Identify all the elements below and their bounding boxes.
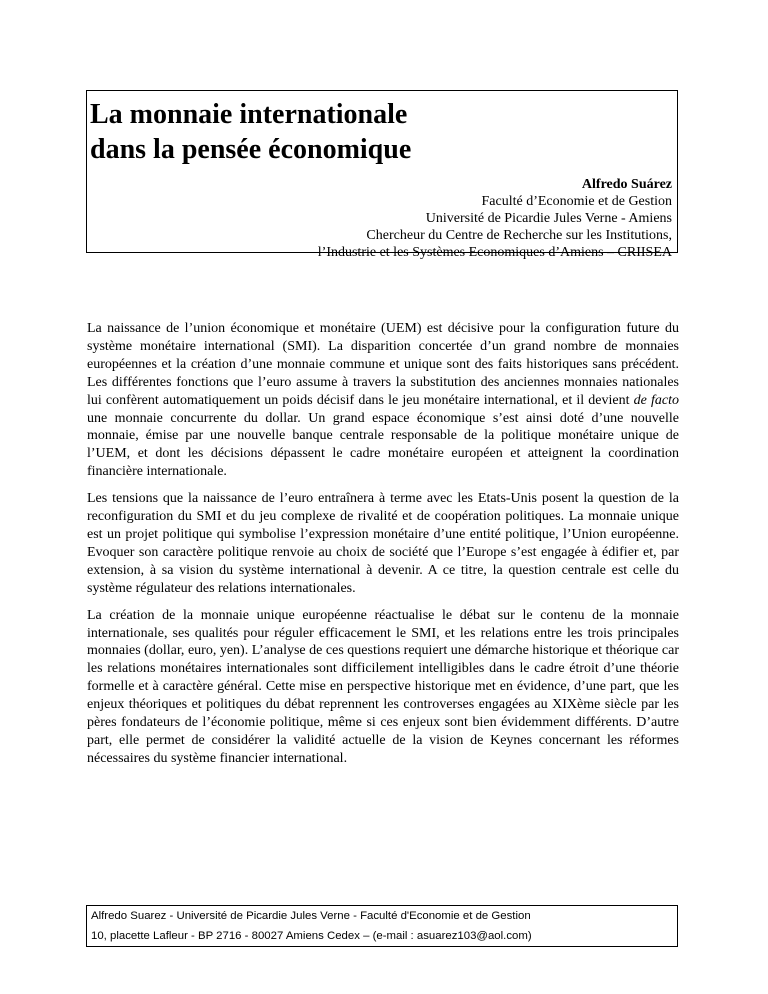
- paragraph-1-text-a: La naissance de l’union économique et monétaire (UEM) est décisive pour la configuration future du système monétaire international (SMI). La disparition concertée d’un grand nombre de monnaies européennes et la création d’une monnaie commune et unique sont des faits historiques sans précédent. Les différentes fonctions que l’euro assume à travers la substitution des anciennes monnaies nationales lui confèrent automatiquement un poids décisif dans le jeu monétaire international, et il devient: [87, 321, 679, 408]
- affiliation-line: l’Industrie et les Systèmes Economiques d’Amiens – CRIISEA: [317, 245, 672, 260]
- paragraph-2: Les tensions que la naissance de l’euro entraînera à terme avec les Etats-Unis posent la question de la reconfiguration du SMI et du jeu complexe de rivalité et de coopération politiques. La monnaie unique est un projet politique qui symbolise l’expression monétaire d’une entité politique, l’Union européenne. Evoquer son caractère politique renvoie au choix de société que l’Europe s’est engagée à édifier et, par extension, à sa vision du système international à devenir. A ce titre, la question centrale est celle du système régulateur des relations internationales.: [87, 491, 679, 596]
- title-box: [86, 90, 678, 260]
- paper-title: [90, 97, 411, 167]
- emphasis-de-facto: de facto: [633, 392, 679, 408]
- title-line-1: La monnaie internationale: [90, 99, 408, 130]
- paragraph-1: [87, 320, 679, 481]
- affiliation-line: Faculté d’Economie et de Gestion: [481, 194, 672, 209]
- author-block: [318, 176, 672, 261]
- title-line-2: dans la pensée économique: [90, 134, 412, 165]
- author-name: Alfredo Suárez: [581, 177, 672, 192]
- paragraph-1-text-b: une monnaie concurrente du dollar. Un grand espace économique s’est ainsi doté d’une nouvelle monnaie, émise par une nouvelle banque centrale responsable de la politique monétaire unique de l’UEM, et dont les décisions dépassent le cadre monétaire européen et atteignent la coordination financière internationale.: [87, 410, 679, 480]
- footer-line-2: 10, placette Lafleur - BP 2716 - 80027 Amiens Cedex – (e-mail : asuarez103@aol.com): [91, 930, 532, 942]
- paragraph-3: La création de la monnaie unique européenne réactualise le débat sur le contenu de la monnaie internationale, ses qualités pour réguler efficacement le SMI, et les relations entre les trois principales monnaies (dollar, euro, yen). L’analyse de ces questions requiert une démarche historique et théorique car les relations monétaires internationales sont difficilement intelligibles dans le cadre étroit d’une théorie formelle et à caractère général. Cette mise en perspective historique met en évidence, d’une part, que les enjeux théoriques et politiques du débat reprennent les controverses engagées au XIXème siècle par les pères fondateurs de l’économie politique, même si ces enjeux sont bien évidemment différents. D’autre part, elle permet de considérer la validité actuelle de la vision de Keynes concernant les réformes nécessaires du système financier international.: [87, 607, 679, 766]
- body-text: [87, 320, 679, 777]
- affiliation-line: Université de Picardie Jules Verne - Amiens: [425, 211, 672, 226]
- footer-line-1: Alfredo Suarez - Université de Picardie Jules Verne - Faculté d'Economie et de Gestion: [91, 910, 531, 922]
- footer-box: [86, 905, 678, 947]
- affiliation-line: Chercheur du Centre de Recherche sur les Institutions,: [366, 228, 672, 243]
